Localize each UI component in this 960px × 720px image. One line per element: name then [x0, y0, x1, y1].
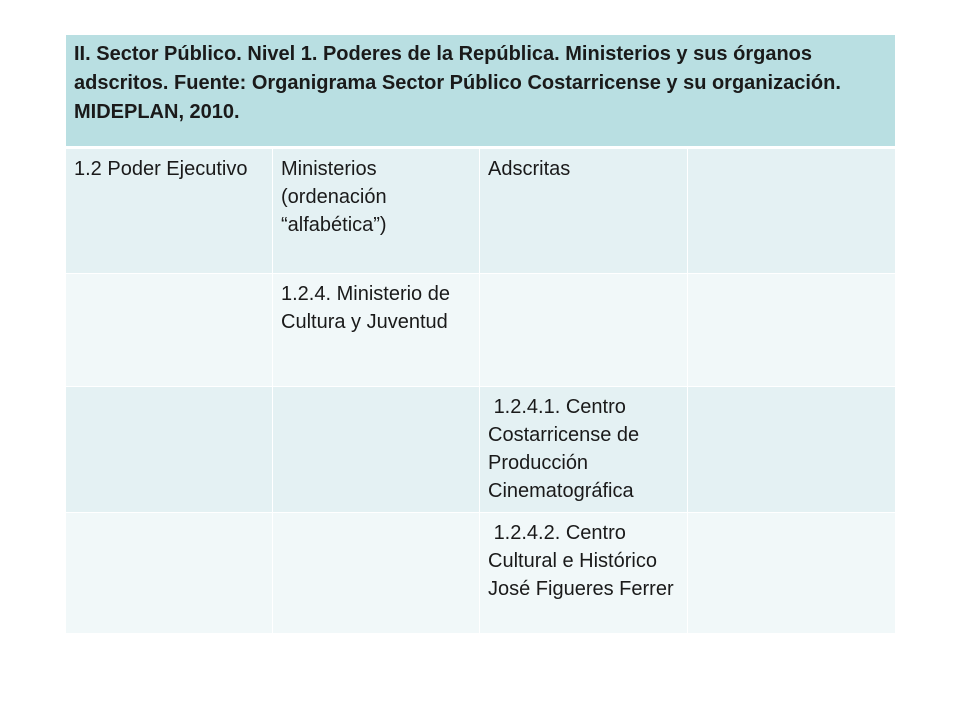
table-cell: 1.2.4. Ministerio de Cultura y Juventud	[273, 274, 480, 387]
table-cell: Ministerios (ordenación “alfabética”)	[273, 148, 480, 274]
table-cell	[688, 274, 896, 387]
org-table	[65, 34, 896, 634]
table-cell	[66, 513, 273, 634]
table-row	[66, 148, 896, 274]
table-cell	[480, 274, 688, 387]
table-cell	[66, 274, 273, 387]
table-row	[66, 513, 896, 634]
table-cell	[273, 513, 480, 634]
table-cell: 1.2.4.1. Centro Costarricense de Producción Cinematográfica	[480, 387, 688, 513]
table-cell	[66, 387, 273, 513]
table-title: II. Sector Público. Nivel 1. Poderes de la República. Ministerios y sus órganos adscritos. Fuente: Organigrama Sector Público Costarricense y su organización. MIDEPLAN, 2010.	[66, 35, 896, 148]
table-cell	[688, 387, 896, 513]
table-cell	[273, 387, 480, 513]
table-cell	[688, 513, 896, 634]
table-cell: 1.2 Poder Ejecutivo	[66, 148, 273, 274]
table-header-row	[66, 35, 896, 148]
table-cell	[688, 148, 896, 274]
table-cell: Adscritas	[480, 148, 688, 274]
table-cell: 1.2.4.2. Centro Cultural e Histórico José Figueres Ferrer	[480, 513, 688, 634]
table-row	[66, 274, 896, 387]
table-row	[66, 387, 896, 513]
